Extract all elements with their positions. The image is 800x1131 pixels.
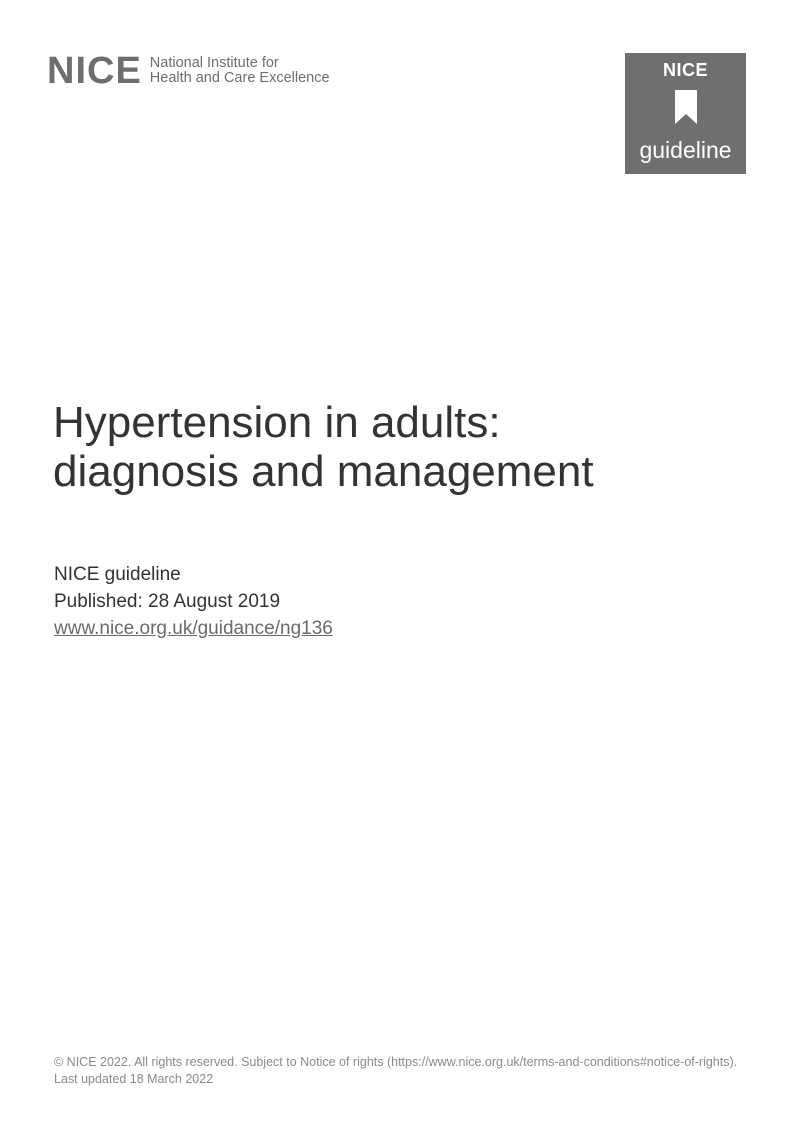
title-line-1: Hypertension in adults: xyxy=(53,398,501,447)
nice-wordmark: NICE xyxy=(47,50,142,92)
bookmark-icon xyxy=(675,90,697,124)
nice-logo xyxy=(47,52,330,90)
document-category: NICE guideline xyxy=(54,564,181,585)
document-meta xyxy=(54,561,333,642)
guidance-link[interactable]: www.nice.org.uk/guidance/ng136 xyxy=(54,618,333,639)
published-date: Published: 28 August 2019 xyxy=(54,591,281,612)
organisation-name-line2: Health and Care Excellence xyxy=(149,70,330,86)
page-title xyxy=(53,398,594,496)
badge-type-label: guideline xyxy=(639,137,732,163)
title-line-2: diagnosis and management xyxy=(53,447,594,496)
copyright-notice: © NICE 2022. All rights reserved. Subject to Notice of rights (https://www.nice.org.uk/terms-and-conditions#notice-of-rights). Last updated 18 March 2022 xyxy=(54,1055,738,1086)
organisation-name xyxy=(150,56,330,86)
badge-org-label: NICE xyxy=(662,60,708,80)
organisation-name-line1: National Institute for xyxy=(149,55,279,71)
guideline-badge xyxy=(625,53,746,174)
